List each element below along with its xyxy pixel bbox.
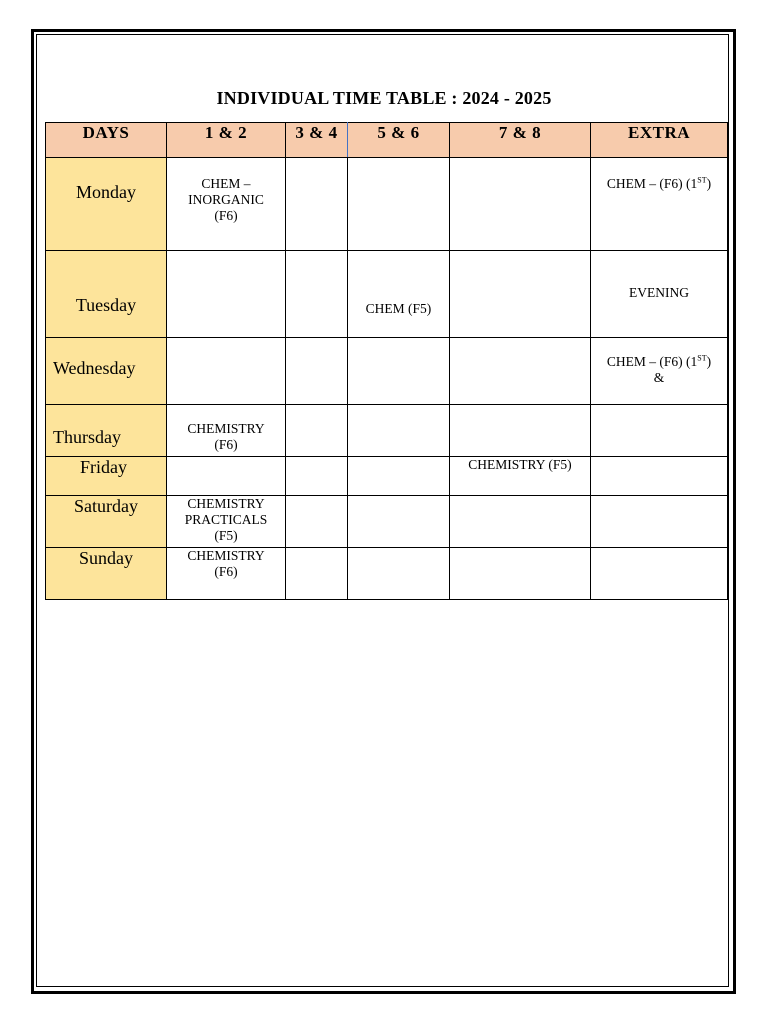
cell-sunday-3-4 <box>286 548 348 600</box>
cell-tuesday-7-8 <box>450 251 591 338</box>
cell-sunday-extra <box>591 548 728 600</box>
cell-wednesday-3-4 <box>286 338 348 405</box>
timetable <box>45 122 728 600</box>
table-row <box>46 548 728 600</box>
day-thursday: Thursday <box>46 405 167 457</box>
cell-saturday-3-4 <box>286 496 348 548</box>
cell-monday-1-2: CHEM – INORGANIC (F6) <box>167 158 286 251</box>
cell-saturday-5-6 <box>348 496 450 548</box>
cell-thursday-5-6 <box>348 405 450 457</box>
cell-thursday-extra <box>591 405 728 457</box>
cell-tuesday-5-6: CHEM (F5) <box>348 251 450 338</box>
day-saturday: Saturday <box>46 496 167 548</box>
timetable-title: INDIVIDUAL TIME TABLE : 2024 - 2025 <box>216 88 552 108</box>
cell-monday-7-8 <box>450 158 591 251</box>
day-tuesday: Tuesday <box>46 251 167 338</box>
table-row <box>46 338 728 405</box>
header-extra: EXTRA <box>591 123 728 158</box>
cell-friday-7-8: CHEMISTRY (F5) <box>450 457 591 496</box>
cell-thursday-7-8 <box>450 405 591 457</box>
table-row <box>46 405 728 457</box>
cell-friday-1-2 <box>167 457 286 496</box>
cell-sunday-5-6 <box>348 548 450 600</box>
day-wednesday: Wednesday <box>46 338 167 405</box>
header-period-3-4: 3 & 4 <box>286 123 348 158</box>
day-monday: Monday <box>46 158 167 251</box>
cell-wednesday-7-8 <box>450 338 591 405</box>
day-friday: Friday <box>46 457 167 496</box>
cell-thursday-1-2: CHEMISTRY (F6) <box>167 405 286 457</box>
cell-monday-3-4 <box>286 158 348 251</box>
cell-friday-3-4 <box>286 457 348 496</box>
cell-thursday-3-4 <box>286 405 348 457</box>
table-row <box>46 496 728 548</box>
header-period-7-8: 7 & 8 <box>450 123 591 158</box>
cell-friday-extra <box>591 457 728 496</box>
cell-tuesday-1-2 <box>167 251 286 338</box>
cell-saturday-extra <box>591 496 728 548</box>
cell-friday-5-6 <box>348 457 450 496</box>
cell-wednesday-1-2 <box>167 338 286 405</box>
header-row <box>46 123 728 158</box>
cell-sunday-7-8 <box>450 548 591 600</box>
day-sunday: Sunday <box>46 548 167 600</box>
cell-tuesday-extra: EVENING <box>591 251 728 338</box>
cell-monday-extra: CHEM – (F6) (1ST) <box>591 158 728 251</box>
table-row <box>46 251 728 338</box>
cell-monday-5-6 <box>348 158 450 251</box>
cell-wednesday-5-6 <box>348 338 450 405</box>
cell-saturday-7-8 <box>450 496 591 548</box>
header-period-1-2: 1 & 2 <box>167 123 286 158</box>
header-period-5-6: 5 & 6 <box>348 123 450 158</box>
header-days: DAYS <box>46 123 167 158</box>
cell-wednesday-extra: CHEM – (F6) (1ST) & <box>591 338 728 405</box>
cell-sunday-1-2: CHEMISTRY (F6) <box>167 548 286 600</box>
cell-tuesday-3-4 <box>286 251 348 338</box>
cell-saturday-1-2: CHEMISTRY PRACTICALS (F5) <box>167 496 286 548</box>
table-row <box>46 158 728 251</box>
table-row <box>46 457 728 496</box>
